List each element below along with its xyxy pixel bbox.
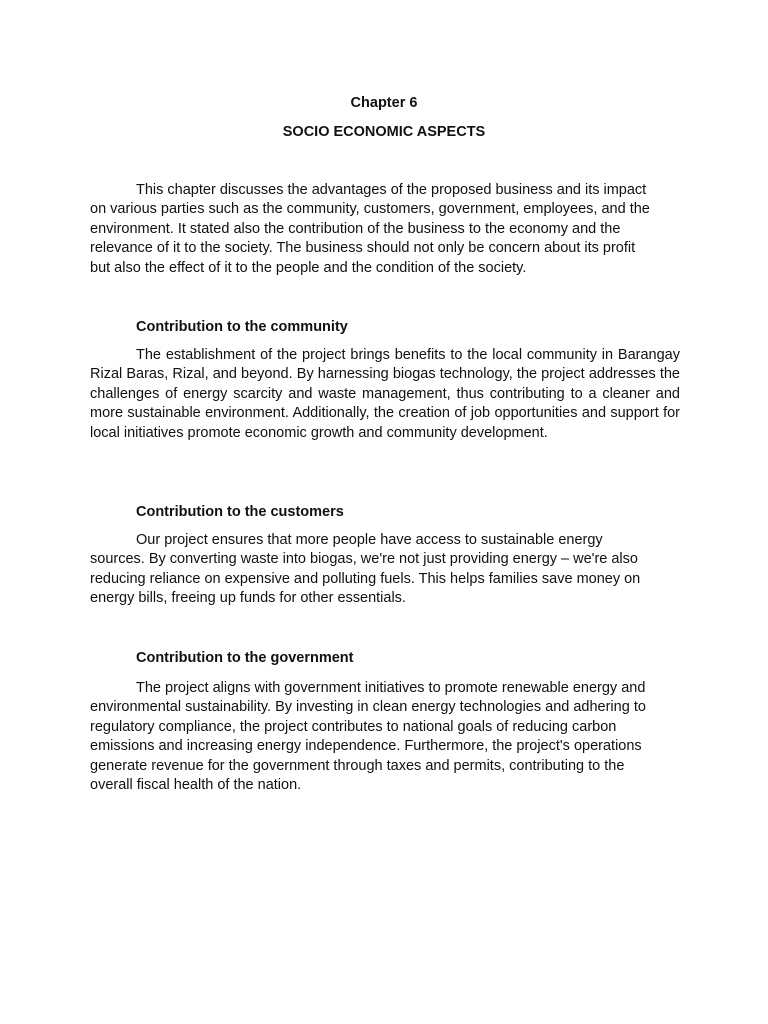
body-line: environmental sustainability. By investing in clean energy technologies and adhering to — [90, 699, 646, 716]
body-line: emissions and increasing energy independence. Furthermore, the project's operations — [90, 738, 642, 755]
intro-line: on various parties such as the community, customers, government, employees, and the — [90, 201, 650, 218]
page-title — [0, 123, 768, 141]
body-line: regulatory compliance, the project contributes to national goals of reducing carbon — [90, 718, 617, 735]
section-heading-government: Contribution to the government — [136, 650, 354, 666]
section-heading-community: Contribution to the community — [136, 319, 348, 335]
body-line: generate revenue for the government through taxes and permits, contributing to the — [90, 757, 625, 774]
intro-line: relevance of it to the society. The business should not only be concern about its profit — [90, 240, 636, 257]
body-line: The project aligns with government initiatives to promote renewable energy and — [136, 680, 646, 696]
section-body-government — [90, 679, 680, 795]
page-title-text: SOCIO ECONOMIC ASPECTS — [282, 124, 486, 140]
intro-paragraph — [90, 181, 680, 278]
body-line: overall fiscal health of the nation. — [90, 777, 302, 794]
body-line: reducing reliance on expensive and polluting fuels. This helps families save money on — [90, 570, 641, 587]
intro-line: but also the effect of it to the people and the condition of the society. — [90, 259, 527, 276]
body-line: Our project ensures that more people have access to sustainable energy — [136, 532, 603, 548]
body-line: energy bills, freeing up funds for other essentials. — [90, 590, 406, 607]
chapter-label: Chapter 6 — [350, 95, 418, 111]
body-line: sources. By converting waste into biogas, we're not just providing energy – we're also — [90, 551, 638, 568]
section-body-customers — [90, 531, 680, 609]
section-body-community: The establishment of the project brings benefits to the local community in Barangay Rizal Baras, Rizal, and beyond. By harnessing biogas technology, the project addresses the challenges of energy scarcity and waste management, thus contributing to a cleaner and more sustainable environment. Additionally, the creation of job opportunities and support for local initiatives promote economic growth and community development. — [90, 347, 680, 441]
section-heading-customers: Contribution to the customers — [136, 504, 344, 520]
intro-line: environment. It stated also the contribution of the business to the economy and the — [90, 220, 621, 237]
intro-line: This chapter discusses the advantages of the proposed business and its impact — [136, 182, 647, 198]
